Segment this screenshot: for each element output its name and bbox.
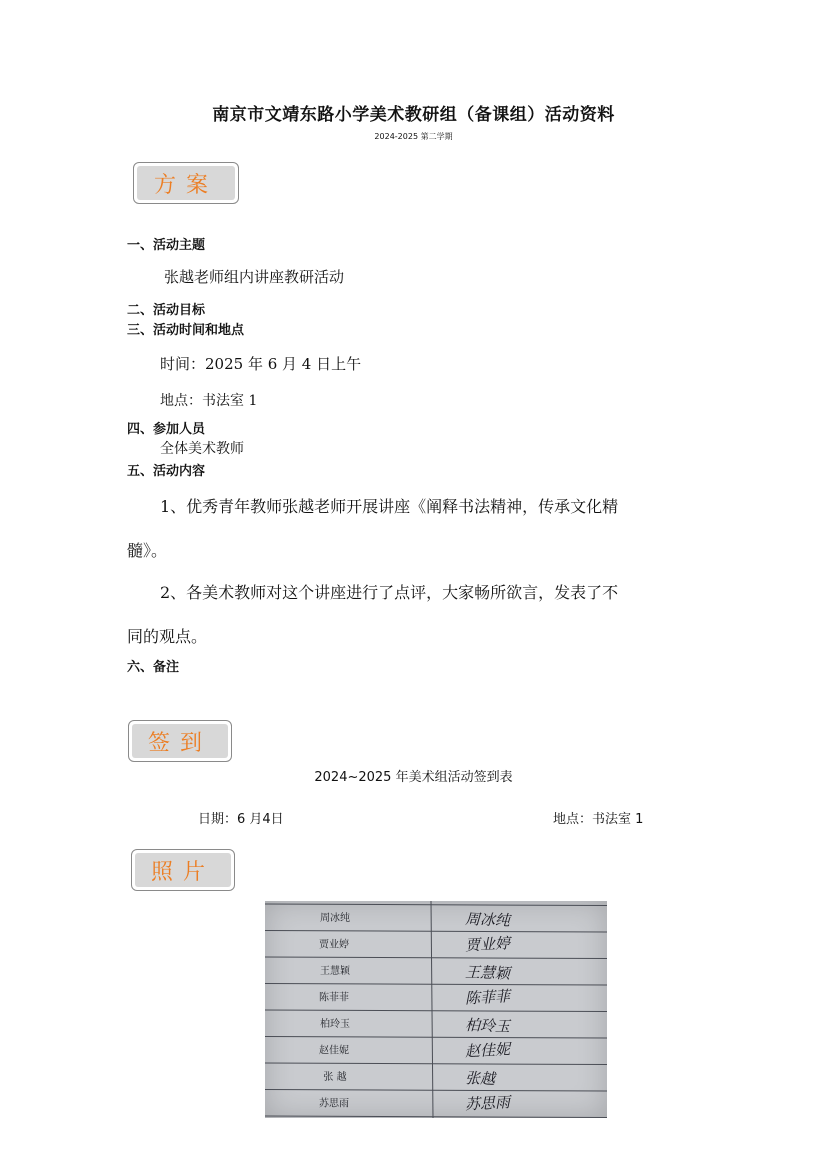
table-row-divider: [265, 1090, 607, 1092]
table-row-name: 苏思雨: [319, 1098, 349, 1110]
handwritten-signature: 张越: [464, 1069, 496, 1089]
table-row-divider: [265, 1010, 607, 1012]
plan-badge-label: 方案: [137, 166, 235, 200]
signin-date: 日期：6 月4日: [198, 812, 284, 827]
table-row-name: 周冰纯: [320, 913, 350, 924]
plan-badge: [133, 162, 239, 204]
signin-place: 地点：书法室 1: [553, 812, 644, 827]
table-row-name: 张 越: [323, 1072, 347, 1083]
signin-sheet-table: [265, 901, 607, 1118]
handwritten-signature: 贾业婷: [464, 934, 511, 955]
content-item-1-line-2: 髓》。: [127, 541, 168, 560]
signin-sheet-photo: [265, 901, 607, 1118]
table-row-divider: [265, 904, 607, 906]
content-item-1-line-1: 1、优秀青年教师张越老师开展讲座《阐释书法精神，传承文化精: [160, 497, 619, 516]
heading-participants: 四、参加人员: [127, 422, 206, 437]
handwritten-signature: 苏思雨: [464, 1093, 511, 1114]
heading-content: 五、活动内容: [127, 464, 206, 479]
table-row-name: 赵佳妮: [319, 1045, 349, 1057]
theme-text: 张越老师组内讲座教研活动: [164, 268, 345, 286]
heading-theme: 一、活动主题: [127, 238, 206, 253]
heading-time-place: 三、活动时间和地点: [127, 323, 245, 338]
table-row-divider: [265, 984, 607, 986]
participants-text: 全体美术教师: [160, 441, 244, 457]
document-title: 南京市文靖东路小学美术教研组（备课组）活动资料: [212, 105, 615, 125]
time-text: 时间：2025 年 6 月 4 日上午: [160, 355, 362, 373]
table-column-divider: [431, 901, 433, 1118]
signin-badge-label: 签到: [132, 724, 228, 758]
photo-badge: [131, 849, 235, 891]
content-item-2-line-2: 同的观点。: [127, 627, 208, 646]
signin-badge: [128, 720, 232, 762]
document-subtitle: 2024-2025 第二学期: [374, 132, 453, 141]
photo-badge-label: 照片: [135, 853, 231, 887]
handwritten-signature: 周冰纯: [464, 910, 511, 930]
handwritten-signature: 王慧颖: [464, 963, 511, 983]
handwritten-signature: 赵佳妮: [464, 1040, 511, 1061]
handwritten-signature: 陈菲菲: [464, 987, 511, 1008]
heading-remarks: 六、备注: [127, 660, 180, 675]
handwritten-signature: 柏玲玉: [464, 1016, 511, 1036]
signin-table-title: 2024~2025 年美术组活动签到表: [314, 770, 513, 785]
content-item-2-line-1: 2、各美术教师对这个讲座进行了点评，大家畅所欲言，发表了不: [160, 583, 619, 602]
table-row-name: 陈菲菲: [319, 992, 349, 1004]
table-row-divider: [265, 957, 607, 959]
heading-goal: 二、活动目标: [127, 303, 206, 318]
table-row-name: 柏玲玉: [320, 1019, 350, 1030]
place-text: 地点：书法室 1: [160, 393, 258, 409]
table-row-name: 贾业婷: [319, 939, 349, 951]
table-row-divider: [265, 1037, 607, 1039]
table-row-divider: [265, 931, 607, 933]
table-row-name: 王慧颖: [320, 966, 350, 977]
table-row-divider: [265, 1116, 607, 1118]
table-row-divider: [265, 1063, 607, 1065]
